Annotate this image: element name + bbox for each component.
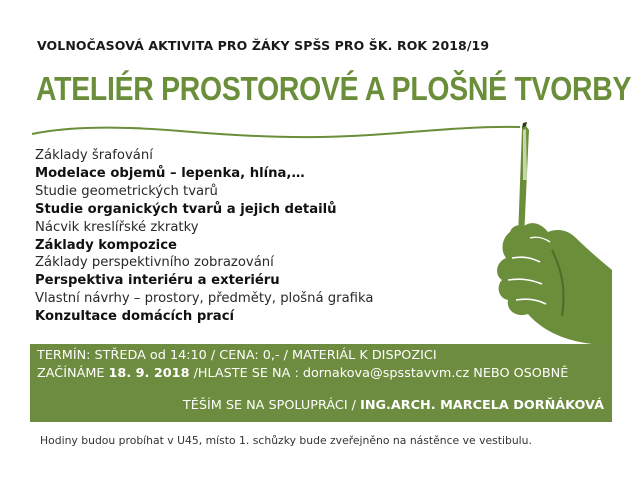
course-item: Perspektiva interiéru a exteriéru	[35, 273, 280, 289]
course-item: Vlastní návrhy – prostory, předměty, plošná grafika	[35, 291, 374, 307]
schedule-line: TERMÍN: STŘEDA od 14:10 / CENA: 0,- / MATERIÁL K DISPOZICI	[37, 348, 437, 363]
footnote: Hodiny budou probíhat v U45, místo 1. schůzky bude zveřejněno na nástěnce ve vestibulu.	[40, 434, 532, 447]
course-item: Studie organických tvarů a jejich detailů	[35, 201, 337, 217]
course-item: Konzultace domácích prací	[35, 309, 235, 325]
info-banner	[30, 344, 612, 422]
teacher-name: ING.ARCH. MARCELA DORŇÁKOVÁ	[360, 398, 604, 413]
start-date: 18. 9. 2018	[108, 366, 190, 381]
contact-text: /HLASTE SE NA : dornakova@spsstavvm.cz NEBO OSOBNĚ	[189, 366, 569, 381]
course-item: Základy perspektivního zobrazování	[35, 255, 274, 271]
page-title: ATELIÉR PROSTOROVÉ A PLOŠNÉ TVORBY	[36, 70, 632, 107]
course-item: Studie geometrických tvarů	[35, 183, 218, 199]
course-item: Základy šrafování	[35, 148, 153, 163]
course-item: Základy kompozice	[35, 237, 177, 253]
course-item: Nácvik kreslířské zkratky	[35, 219, 199, 235]
course-list	[35, 147, 373, 326]
start-label: ZAČÍNÁME	[37, 366, 109, 381]
supertitle: VOLNOČASOVÁ AKTIVITA PRO ŽÁKY SPŠS PRO ŠK. ROK 2018/19	[37, 38, 490, 53]
greeting-text: TĚŠÍM SE NA SPOLUPRÁCI /	[182, 398, 361, 413]
pencil-stroke-wave	[30, 118, 530, 146]
course-item: Modelace objemů – lepenka, hlína,…	[35, 165, 305, 181]
teacher-line	[183, 398, 604, 413]
hand-holding-pencil-icon	[482, 120, 612, 345]
start-line	[37, 366, 568, 381]
